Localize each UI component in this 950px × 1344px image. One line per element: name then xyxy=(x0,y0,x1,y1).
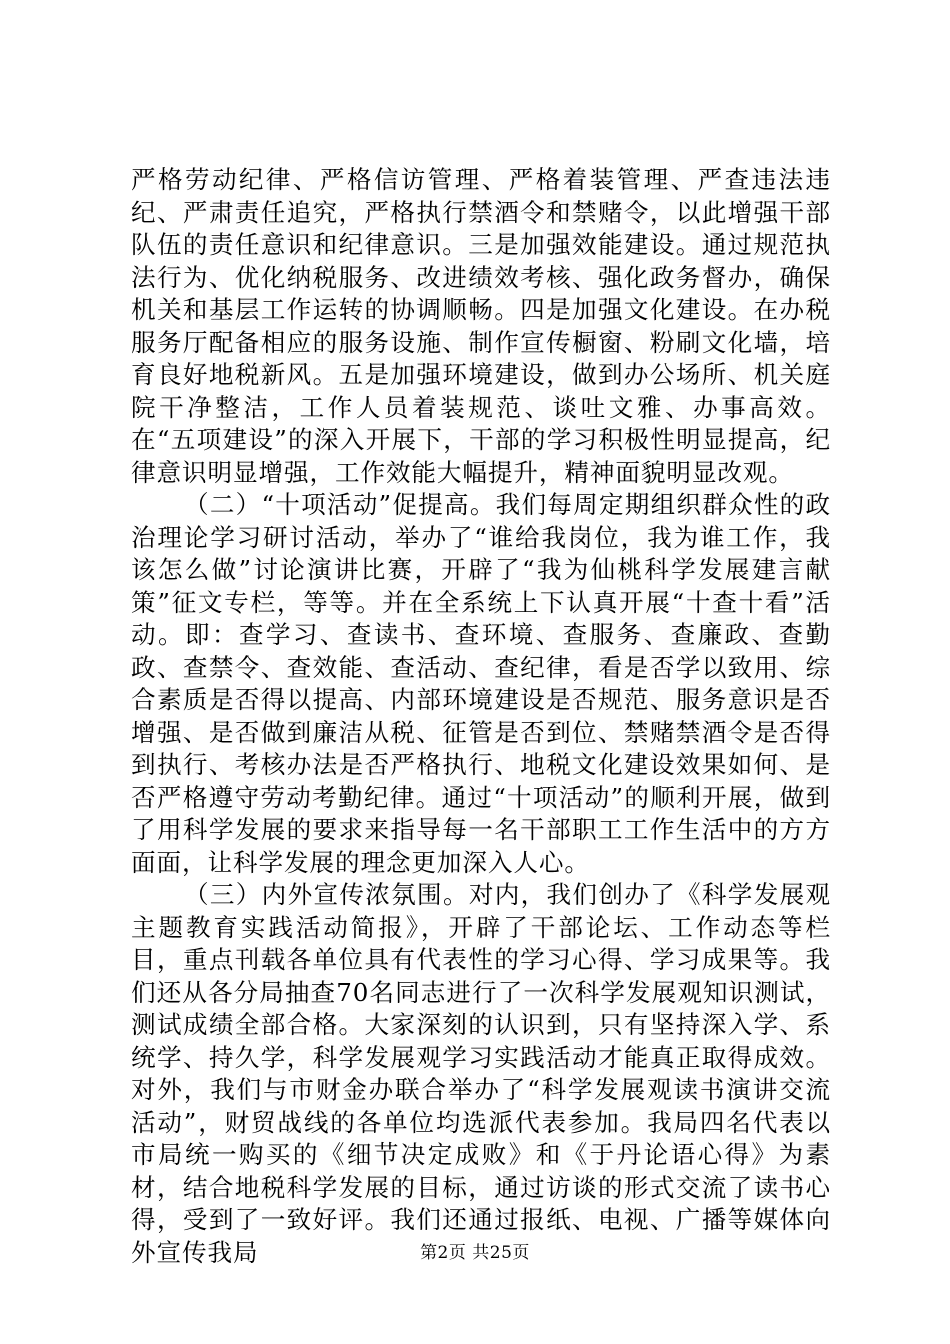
paragraph-ten-activities: （二）“十项活动”促提高。我们每周定期组织群众性的政治理论学习研讨活动，举办了“谁给我岗位，我为谁工作，我该怎么做”讨论演讲比赛，开辟了“我为仙桃科学发展建言献策”征文专栏，等等。并在全系统上下认真开展“十查十看”活动。即：查学习、查读书、查环境、查服务、查廉政、查勤政、查禁令、查效能、查活动、查纪律，看是否学以致用、综合素质是否得以提高、内部环境建设是否规范、服务意识是否增强、是否做到廉洁从税、征管是否到位、禁赌禁酒令是否得到执行、考核办法是否严格执行、地税文化建设效果如何、是否严格遵守劳动考勤纪律。通过“十项活动”的顺利开展，做到了用科学发展的要求来指导每一名干部职工工作生活中的方方面面，让科学发展的理念更加深入人心。 xyxy=(131,490,831,877)
page-number-footer: 第2页 共25页 xyxy=(420,1243,530,1263)
paragraph-continuation: 严格劳动纪律、严格信访管理、严格着装管理、严查违法违纪、严肃责任追究，严格执行禁酒令和禁赌令，以此增强干部队伍的责任意识和纪律意识。三是加强效能建设。通过规范执法行为、优化纳税服务、改进绩效考核、强化政务督办，确保机关和基层工作运转的协调顺畅。四是加强文化建设。在办税服务厅配备相应的服务设施、制作宣传橱窗、粉刷文化墙，培育良好地税新风。五是加强环境建设，做到办公场所、机关庭院干净整洁，工作人员着装规范、谈吐文雅、办事高效。在“五项建设”的深入开展下，干部的学习积极性明显提高，纪律意识明显增强，工作效能大幅提升，精神面貌明显改观。 xyxy=(131,165,831,487)
paragraph-publicity: （三）内外宣传浓氛围。对内，我们创办了《科学发展观主题教育实践活动简报》，开辟了干部论坛、工作动态等栏目，重点刊载各单位具有代表性的学习心得、学习成果等。我们还从各分局抽查70名同志进行了一次科学发展观知识测试，测试成绩全部合格。大家深刻的认识到，只有坚持深入学、系统学、持久学，科学发展观学习实践活动才能真正取得成效。对外，我们与市财金办联合举办了“科学发展观读书演讲交流活动”，财贸战线的各单位均选派代表参加。我局四名代表以市局统一购买的《细节决定成败》和《于丹论语心得》为素材，结合地税科学发展的目标，通过访谈的形式交流了读书心得，受到了一致好评。我们还通过报纸、电视、广播等媒体向外宣传我局 xyxy=(131,880,831,1267)
document-body xyxy=(131,164,831,1269)
